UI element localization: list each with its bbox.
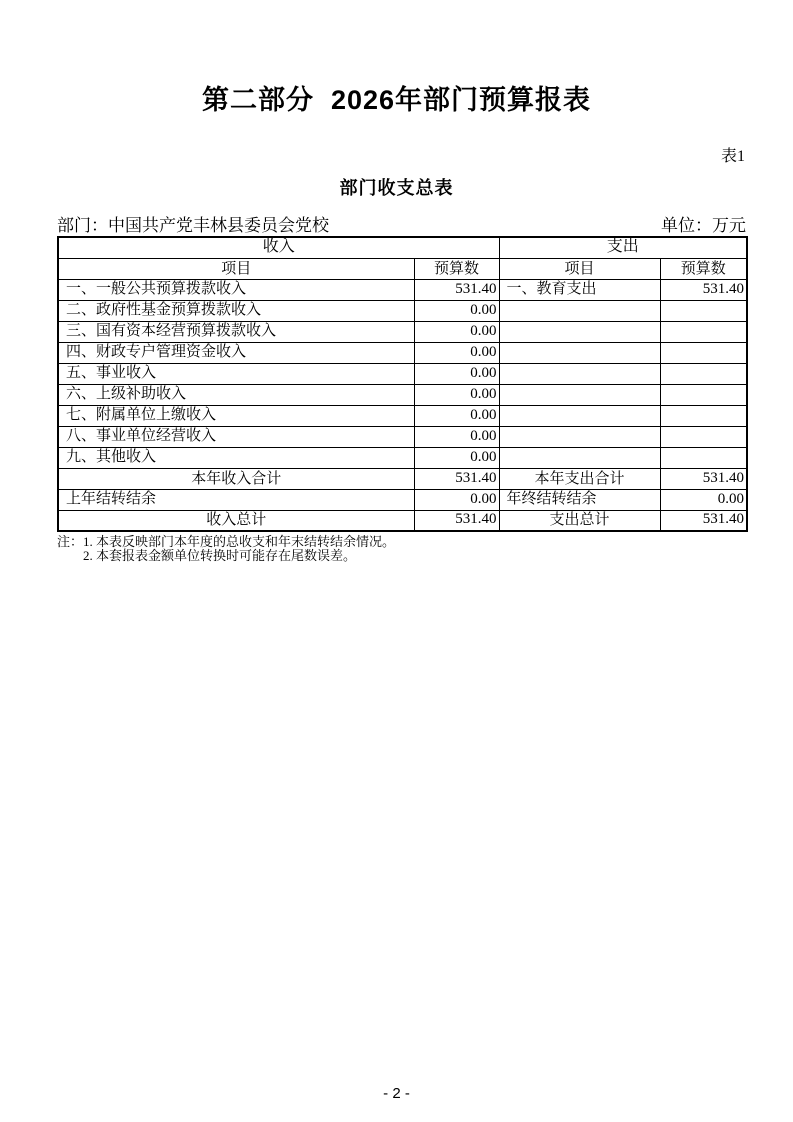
expense-total-value: 531.40 (660, 510, 747, 531)
income-value: 531.40 (414, 279, 499, 300)
income-item: 四、财政专户管理资金收入 (58, 342, 414, 363)
department-label: 部门：中国共产党丰林县委员会党校 (57, 216, 329, 235)
expense-value (660, 426, 747, 447)
unit-label: 单位：万元 (661, 216, 746, 235)
income-value: 0.00 (414, 342, 499, 363)
footnote-2: 2. 本套报表金额单位转换时可能存在尾数误差。 (83, 548, 357, 563)
table-row (58, 321, 747, 342)
table-number-label: 表1 (720, 148, 745, 165)
income-carryover-label: 上年结转结余 (58, 489, 414, 510)
footnote-1: 1. 本表反映部门本年度的总收支和年末结转结余情况。 (83, 534, 396, 549)
income-budget-header: 预算数 (414, 258, 499, 279)
table-meta-row (57, 216, 746, 236)
expense-carryover-label: 年终结转结余 (499, 489, 660, 510)
table-title: 部门收支总表 (339, 178, 454, 198)
section-header-row (58, 237, 747, 258)
expense-carryover-value: 0.00 (660, 489, 747, 510)
expense-total-label: 支出总计 (499, 510, 660, 531)
table-row (58, 384, 747, 405)
income-section-header: 收入 (58, 237, 499, 258)
expense-item (499, 300, 660, 321)
income-item: 八、事业单位经营收入 (58, 426, 414, 447)
table-row (58, 342, 747, 363)
table-row-grand-total (58, 510, 747, 531)
footnotes (57, 535, 746, 563)
expense-item (499, 405, 660, 426)
income-item: 六、上级补助收入 (58, 384, 414, 405)
income-value: 0.00 (414, 300, 499, 321)
table-row (58, 300, 747, 321)
expense-item: 一、教育支出 (499, 279, 660, 300)
table-row (58, 447, 747, 468)
expense-value: 531.40 (660, 279, 747, 300)
income-carryover-value: 0.00 (414, 489, 499, 510)
document-title: 第二部分 2026年部门预算报表 (201, 85, 592, 115)
income-item: 二、政府性基金预算拨款收入 (58, 300, 414, 321)
footnote-label: 注： (57, 534, 84, 549)
expense-value (660, 447, 747, 468)
expense-item-header: 项目 (499, 258, 660, 279)
expense-budget-header: 预算数 (660, 258, 747, 279)
table-row (58, 426, 747, 447)
expense-item (499, 321, 660, 342)
income-item: 三、国有资本经营预算拨款收入 (58, 321, 414, 342)
table-row-subtotal (58, 468, 747, 489)
income-subtotal-value: 531.40 (414, 468, 499, 489)
expense-subtotal-label: 本年支出合计 (499, 468, 660, 489)
income-item: 五、事业收入 (58, 363, 414, 384)
table-row (58, 405, 747, 426)
expense-item (499, 447, 660, 468)
income-value: 0.00 (414, 384, 499, 405)
expense-value (660, 363, 747, 384)
income-item: 九、其他收入 (58, 447, 414, 468)
table-row (58, 279, 747, 300)
income-item: 一、一般公共预算拨款收入 (58, 279, 414, 300)
table-row-carryover (58, 489, 747, 510)
expense-item (499, 384, 660, 405)
income-value: 0.00 (414, 405, 499, 426)
income-subtotal-label: 本年收入合计 (58, 468, 414, 489)
expense-item (499, 363, 660, 384)
expense-subtotal-value: 531.40 (660, 468, 747, 489)
income-total-value: 531.40 (414, 510, 499, 531)
expense-item (499, 342, 660, 363)
income-value: 0.00 (414, 447, 499, 468)
income-value: 0.00 (414, 363, 499, 384)
expense-section-header: 支出 (499, 237, 747, 258)
expense-value (660, 384, 747, 405)
expense-value (660, 342, 747, 363)
income-expense-summary-table (57, 236, 748, 532)
income-value: 0.00 (414, 426, 499, 447)
income-item-header: 项目 (58, 258, 414, 279)
column-header-row (58, 258, 747, 279)
page-number: - 2 - (383, 1085, 410, 1102)
expense-item (499, 426, 660, 447)
income-total-label: 收入总计 (58, 510, 414, 531)
income-item: 七、附属单位上缴收入 (58, 405, 414, 426)
expense-value (660, 300, 747, 321)
table-row (58, 363, 747, 384)
expense-value (660, 321, 747, 342)
footnote-lines (83, 535, 395, 563)
income-value: 0.00 (414, 321, 499, 342)
expense-value (660, 405, 747, 426)
